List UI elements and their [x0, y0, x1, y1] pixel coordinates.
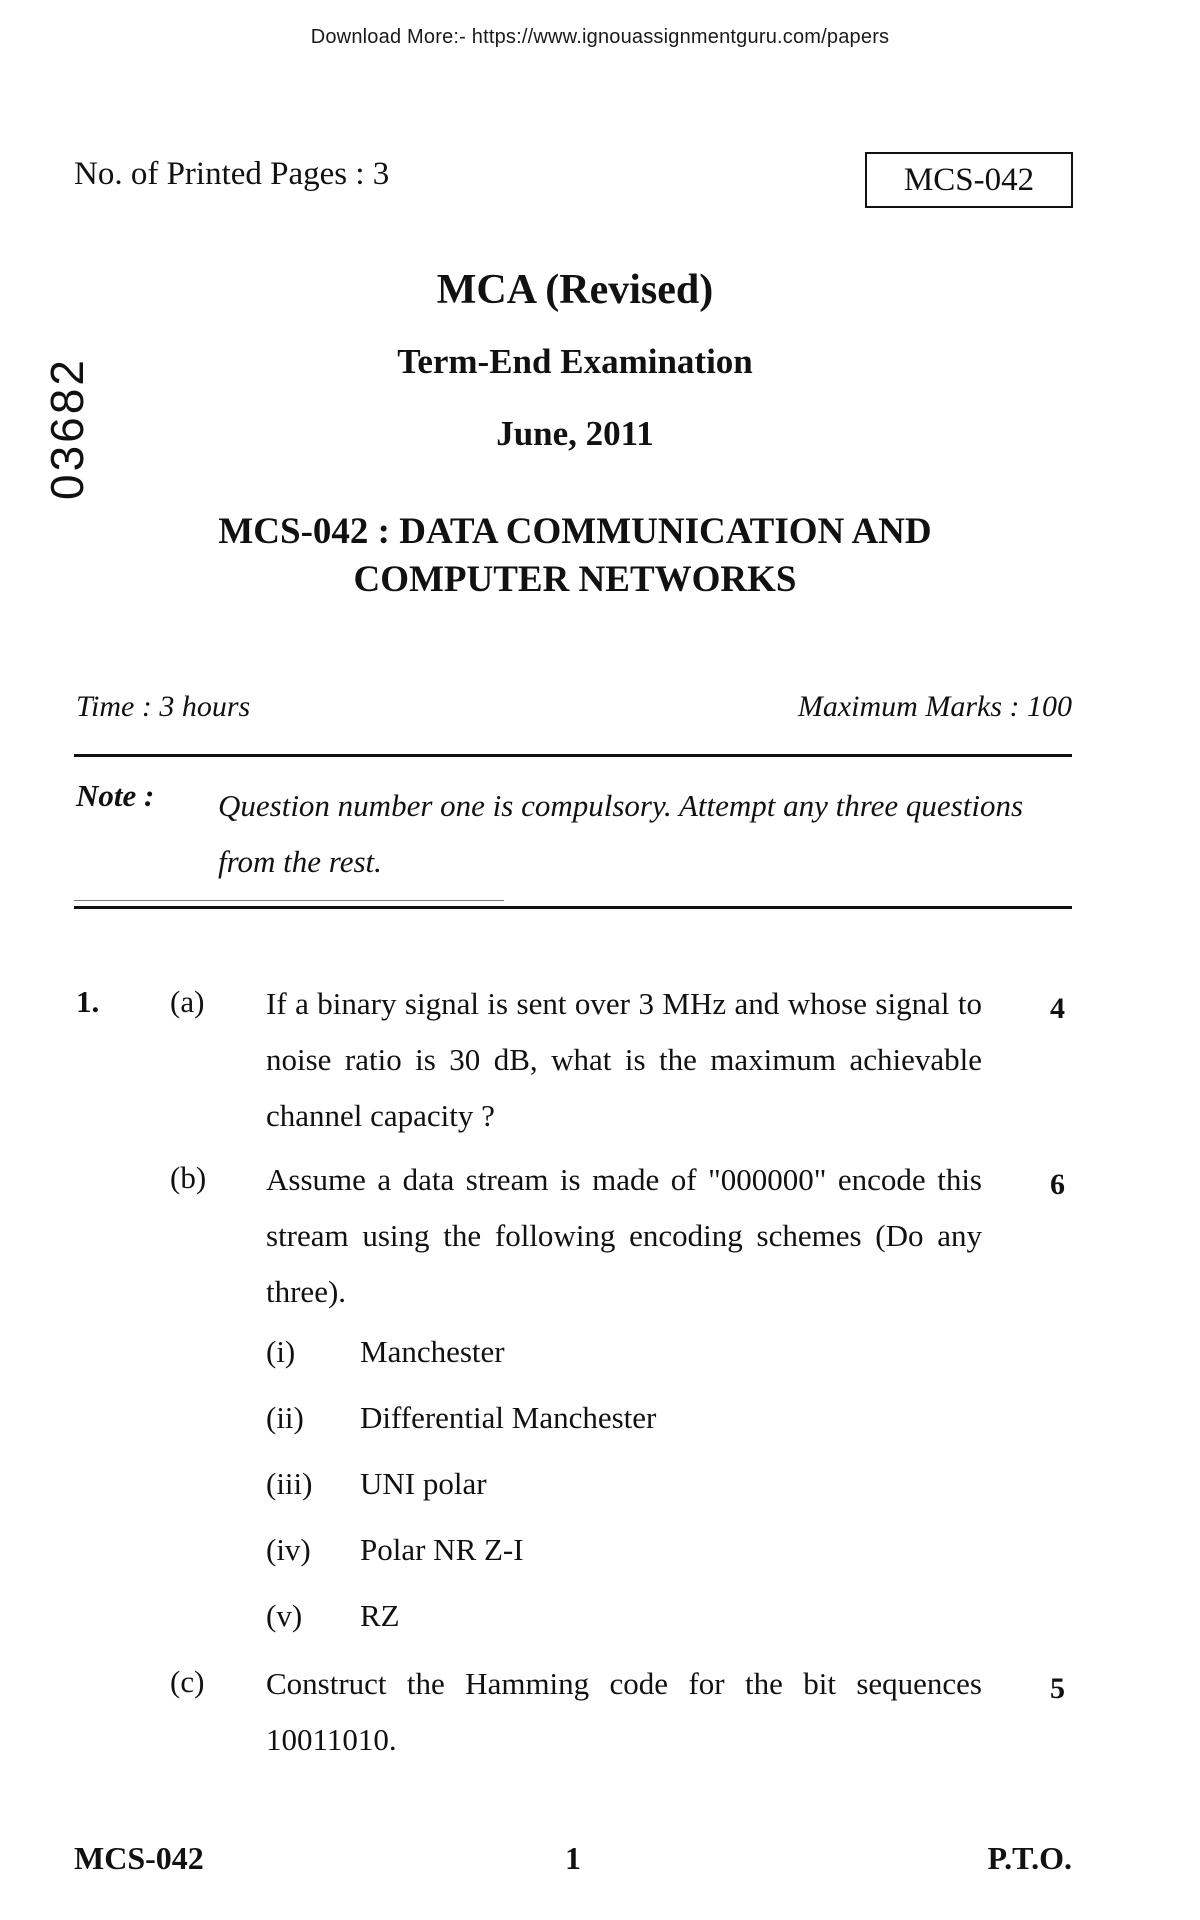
marks-b: 6: [1050, 1168, 1065, 1201]
question-text-a: If a binary signal is sent over 3 MHz and whose signal to noise ratio is 30 dB, what is the maximum achievable channel capacity ?: [266, 986, 982, 1133]
exam-time: Time : 3 hours: [76, 690, 251, 723]
course-title-line2: COMPUTER NETWORKS: [353, 559, 797, 600]
sub-item-text: Differential Manchester: [360, 1400, 657, 1435]
question-text-c: Construct the Hamming code for the bit sequences 10011010.: [266, 1666, 982, 1757]
sub-item-text: RZ: [360, 1598, 400, 1633]
download-link-text: Download More:- https://www.ignouassignmentguru.com/papers: [310, 26, 890, 48]
sub-item-number: (iv): [266, 1532, 311, 1567]
course-title-line1: MCS-042 : DATA COMMUNICATION AND: [218, 511, 932, 552]
sub-item-number: (iii): [266, 1466, 313, 1501]
part-label-a: (a): [170, 984, 205, 1019]
sub-item-text: Polar NR Z-I: [360, 1532, 524, 1567]
max-marks: Maximum Marks : 100: [797, 690, 1072, 723]
divider-faint: [74, 900, 504, 901]
note-label: Note :: [76, 778, 155, 813]
course-title: [100, 508, 1050, 604]
divider: [74, 754, 1072, 757]
note-text: Question number one is compulsory. Attempt any three questions from the rest.: [218, 788, 1024, 879]
marks-a: 4: [1050, 992, 1065, 1025]
course-code-box: MCS-042: [865, 152, 1073, 208]
page-number: 1: [565, 1840, 581, 1876]
question-text-b: Assume a data stream is made of "000000" encode this stream using the following encoding schemes (Do any three).: [266, 1162, 982, 1309]
printed-pages: No. of Printed Pages : 3: [74, 156, 390, 192]
divider: [74, 906, 1072, 909]
sub-item-number: (v): [266, 1598, 303, 1633]
exam-title: Term-End Examination: [397, 342, 753, 381]
sub-item-text: Manchester: [360, 1334, 505, 1369]
question-number: 1.: [76, 984, 100, 1019]
footer-course-code: MCS-042: [74, 1840, 204, 1876]
pto-label: P.T.O.: [987, 1840, 1072, 1876]
exam-session: June, 2011: [496, 414, 654, 453]
sub-item-text: UNI polar: [360, 1466, 487, 1501]
sub-item-number: (ii): [266, 1400, 304, 1435]
program-title: MCA (Revised): [436, 267, 714, 313]
sub-item-number: (i): [266, 1334, 296, 1369]
part-label-c: (c): [170, 1664, 205, 1699]
marks-c: 5: [1050, 1672, 1065, 1705]
part-label-b: (b): [170, 1160, 207, 1195]
serial-number: 03682: [41, 357, 93, 500]
